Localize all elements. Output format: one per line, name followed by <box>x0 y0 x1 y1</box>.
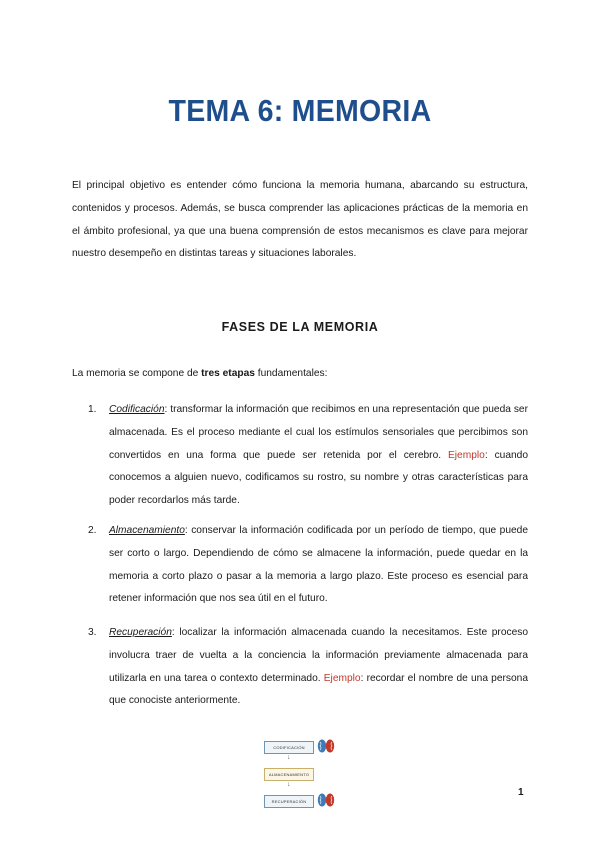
phase-number: 3. <box>88 627 97 638</box>
phase-item-almacenamiento <box>88 520 528 611</box>
section-heading: FASES DE LA MEMORIA <box>221 320 379 334</box>
phase-description: : conservar la información codificada por un período de tiempo, que puede ser corto o largo. Dependiendo de cómo se almacene la información, puede quedar en la memoria a corto plazo o pasar a la memoria a largo plazo. Este proceso es esencial para retener información que nos sea útil en el futuro. <box>109 525 528 605</box>
diagram-step-codificacion: CODIFICACIÓN <box>264 741 314 754</box>
page-number: 1 <box>518 787 524 798</box>
intro-paragraph: El principal objetivo es entender cómo funciona la memoria humana, abarcando su estructura, contenidos y procesos. Además, se busca comprender las aplicaciones prácticas de la memoria en el ámbito profesional, ya que una buena comprensión de estos mecanismos es clave para mejorar nuestro desempeño en distintas tareas y situaciones laborales. <box>72 180 528 260</box>
phase-text <box>109 399 528 513</box>
phase-term: Recuperación <box>109 627 172 638</box>
memory-phases-diagram <box>262 737 342 812</box>
lead-paragraph <box>72 368 327 379</box>
lead-text-end: fundamentales: <box>254 368 328 379</box>
phase-number: 2. <box>88 525 97 536</box>
phase-term: Almacenamiento <box>109 525 185 536</box>
phase-description: : localizar la información almacenada cuando la necesitamos. Este proceso involucra traer de vuelta a la conciencia la información previamente almacenada para utilizarla en una tarea o contexto determinado. <box>109 627 528 684</box>
example-label: Ejemplo <box>323 672 361 684</box>
phase-item-codificacion <box>88 399 528 513</box>
example-label: Ejemplo <box>448 449 485 461</box>
brain-icon <box>317 792 335 808</box>
phase-term: Codificación <box>109 404 165 415</box>
diagram-step-recuperacion: RECUPERACIÓN <box>264 795 314 808</box>
phase-text <box>109 520 528 611</box>
page-title: TEMA 6: MEMORIA <box>168 93 432 128</box>
lead-text-start: La memoria se compone de <box>72 368 202 379</box>
lead-bold-text: tres etapas <box>201 368 255 379</box>
arrow-down-icon: ↓ <box>287 754 291 761</box>
phase-example: : cuando conocemos a alguien nuevo, codificamos su rostro, su nombre y otras características para poder recordarlos más tarde. <box>109 449 528 507</box>
phase-number: 1. <box>88 404 97 415</box>
arrow-down-icon: ↓ <box>287 781 291 788</box>
diagram-step-almacenamiento: ALMACENAMIENTO <box>264 768 314 781</box>
phase-item-recuperacion <box>88 622 528 713</box>
phase-example: : recordar el nombre de una persona que conociste anteriormente. <box>109 672 528 707</box>
phase-description: : transformar la información que recibimos en una representación que pueda ser almacenada. Es el proceso mediante el cual los estímulos sensoriales que percibimos son convertidos en una forma que puede ser retenida por el cerebro. <box>109 404 528 461</box>
brain-icon <box>317 738 335 754</box>
phase-text <box>109 622 528 713</box>
